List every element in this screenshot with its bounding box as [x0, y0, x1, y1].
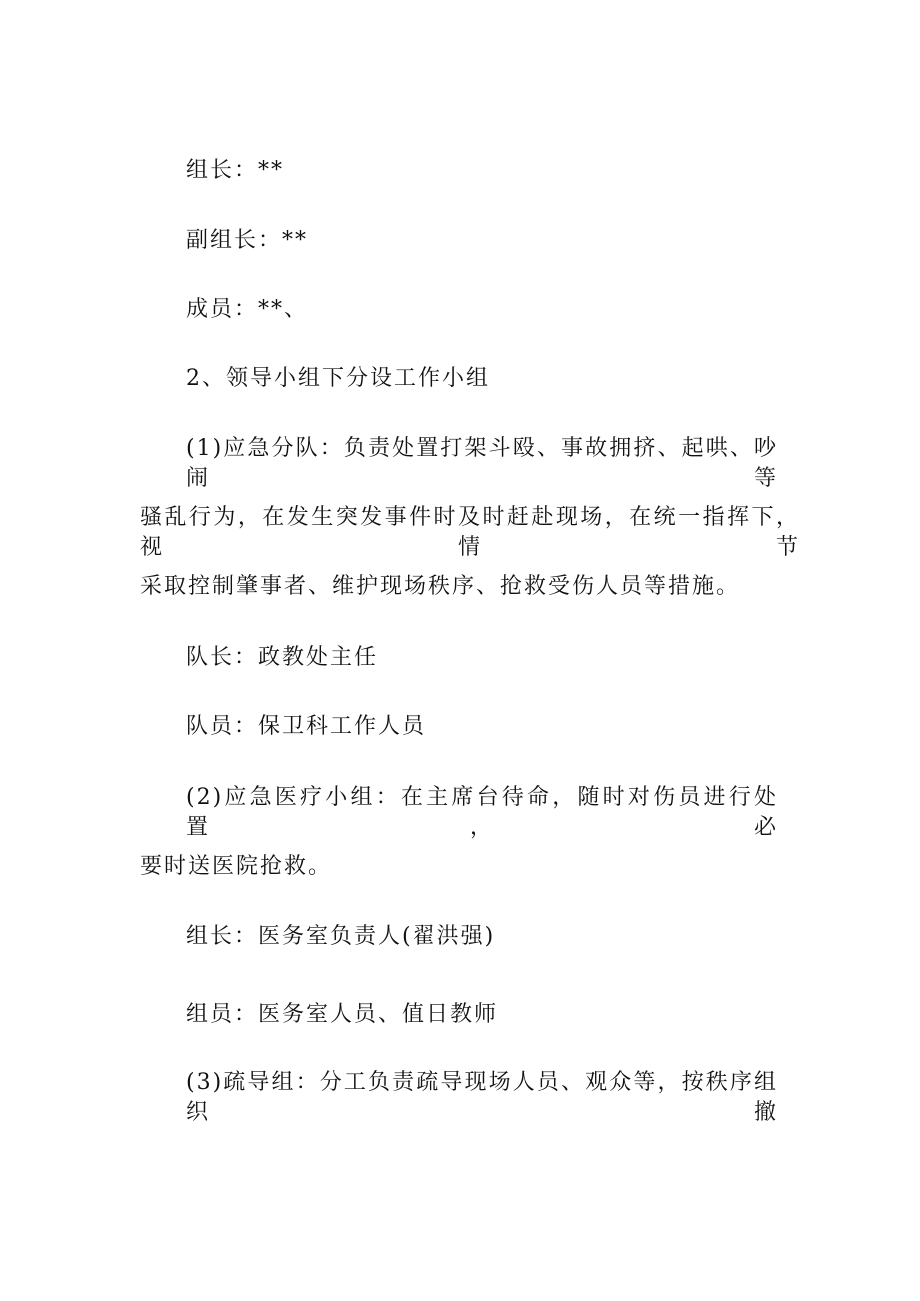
paragraph-2-line-2: 要时送医院抢救。	[140, 854, 333, 879]
paragraph-1-line-1: (1)应急分队：负责处置打架斗殴、事故拥挤、起哄、吵闹等	[186, 436, 778, 491]
medical-leader-line: 组长：医务室负责人(翟洪强)	[186, 924, 496, 949]
paragraph-1-line-3: 采取控制肇事者、维护现场秩序、抢救受伤人员等措施。	[140, 574, 741, 599]
leader-line: 组长：**	[186, 158, 285, 183]
medical-members-line: 组员：医务室人员、值日教师	[186, 1002, 499, 1027]
paragraph-3-line-1: (3)疏导组：分工负责疏导现场人员、观众等，按秩序组织撤	[186, 1070, 778, 1125]
team-leader-line: 队长：政教处主任	[186, 645, 379, 670]
deputy-leader-line: 副组长：**	[186, 228, 309, 253]
members-line: 成员：**、	[186, 297, 309, 322]
team-members-line: 队员：保卫科工作人员	[186, 714, 427, 739]
paragraph-2-line-1: (2)应急医疗小组：在主席台待命，随时对伤员进行处置，必	[186, 785, 778, 840]
paragraph-1-line-2: 骚乱行为，在发生突发事件时及时赶赴现场，在统一指挥下，视情节	[140, 505, 800, 560]
section-heading: 2、领导小组下分设工作小组	[186, 366, 490, 391]
